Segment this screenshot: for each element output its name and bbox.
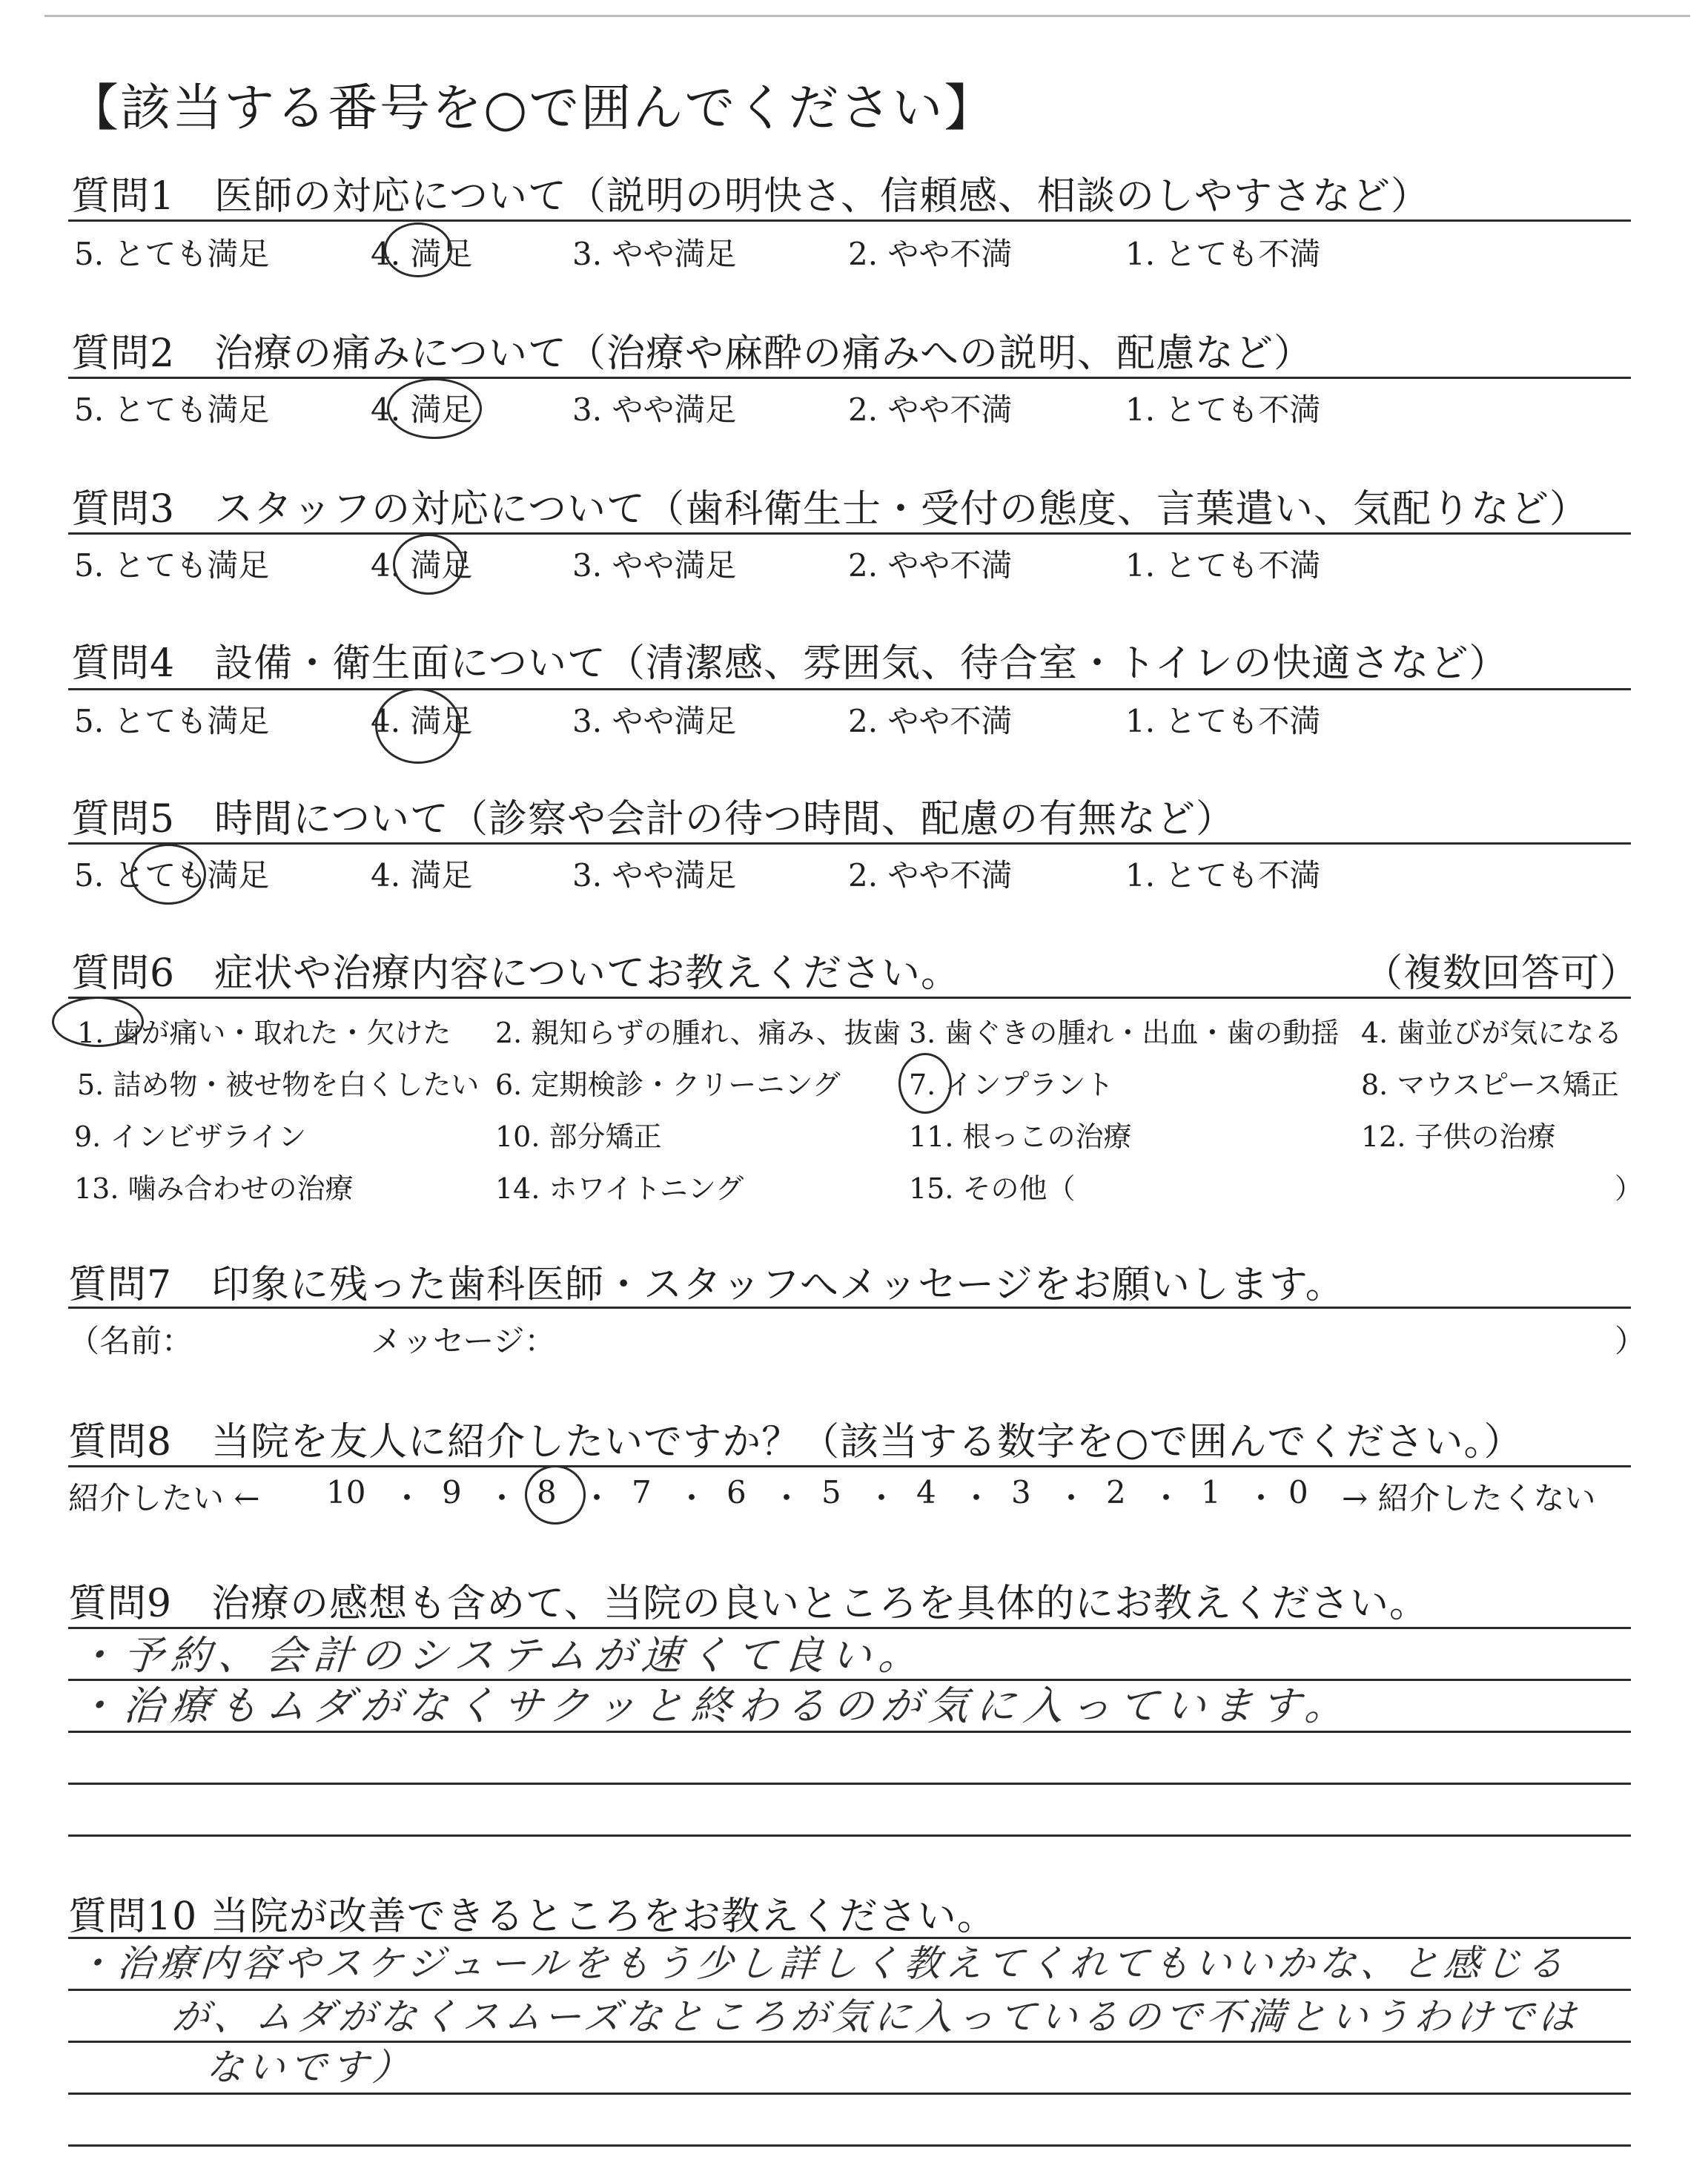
q1-option-1[interactable]: 1. とても不満 — [1125, 236, 1321, 272]
q4-option-5[interactable]: 5. とても満足 — [74, 703, 270, 739]
q5-option-5[interactable]: 5. とても満足 — [74, 857, 270, 894]
question-2-rule — [68, 377, 1631, 379]
q8-scale-8[interactable]: 8 — [537, 1474, 557, 1510]
q2-option-3[interactable]: 3. やや満足 — [572, 392, 737, 428]
q8-scale-4[interactable]: 4 — [916, 1474, 936, 1510]
q8-scale-5[interactable]: 5 — [821, 1474, 841, 1510]
q8-scale-dot: ・ — [391, 1480, 423, 1516]
q8-scale-dot: ・ — [1151, 1480, 1182, 1516]
q8-scale-1[interactable]: 1 — [1201, 1474, 1221, 1510]
q8-scale-9[interactable]: 9 — [442, 1474, 462, 1510]
q7-name-label: （名前： — [68, 1323, 193, 1359]
q6-option-9[interactable]: 9. インビザライン — [74, 1120, 307, 1153]
q6-option-1[interactable]: 1. 歯が痛い・取れた・欠けた — [77, 1017, 451, 1049]
q1-option-5[interactable]: 5. とても満足 — [74, 236, 270, 272]
question-10-label: 質問10 当院が改善できるところをお教えください。 — [68, 1895, 996, 1939]
q6-option-11[interactable]: 11. 根っこの治療 — [909, 1120, 1132, 1153]
q6-option-6[interactable]: 6. 定期検診・クリーニング — [495, 1069, 841, 1101]
q9-line-4 — [68, 1783, 1631, 1785]
scan-edge-line — [44, 15, 1690, 17]
q4-option-4[interactable]: 4. 満足 — [371, 703, 473, 739]
q5-option-2[interactable]: 2. やや不満 — [848, 857, 1013, 894]
q2-option-4[interactable]: 4. 満足 — [371, 392, 473, 428]
q6-option-13[interactable]: 13. 噛み合わせの治療 — [74, 1172, 354, 1205]
question-6-label: 質問6 症状や治療内容についてお教えください。 — [71, 951, 961, 996]
q3-option-3[interactable]: 3. やや満足 — [572, 547, 737, 584]
q8-scale-dot: ・ — [581, 1480, 613, 1516]
q6-option-12[interactable]: 12. 子供の治療 — [1361, 1120, 1556, 1153]
q2-option-5[interactable]: 5. とても満足 — [74, 392, 270, 428]
q3-option-1[interactable]: 1. とても不満 — [1125, 547, 1321, 584]
q6-option-10[interactable]: 10. 部分矯正 — [495, 1120, 662, 1153]
q4-option-1[interactable]: 1. とても不満 — [1125, 703, 1321, 739]
q5-option-3[interactable]: 3. やや満足 — [572, 857, 737, 894]
q6-option-8[interactable]: 8. マウスピース矯正 — [1361, 1069, 1619, 1101]
question-7-rule — [68, 1307, 1631, 1309]
question-8-label: 質問8 当院を友人に紹介したいですか？（該当する数字を○で囲んでください。） — [68, 1420, 1523, 1464]
q8-scale-6[interactable]: 6 — [726, 1474, 747, 1510]
q8-scale-10[interactable]: 10 — [326, 1474, 366, 1510]
q6-option-15-close: ） — [1615, 1172, 1644, 1205]
q8-scale-dot: ・ — [676, 1480, 708, 1516]
q8-scale-3[interactable]: 3 — [1011, 1474, 1031, 1510]
q6-option-3[interactable]: 3. 歯ぐきの腫れ・出血・歯の動揺 — [909, 1017, 1340, 1049]
q5-option-1[interactable]: 1. とても不満 — [1125, 857, 1321, 894]
question-1-label: 質問1 医師の対応について（説明の明快さ、信頼感、相談のしやすさなど） — [71, 174, 1430, 219]
question-9-label: 質問9 治療の感想も含めて、当院の良いところを具体的にお教えください。 — [68, 1582, 1429, 1626]
q3-option-2[interactable]: 2. やや不満 — [848, 547, 1013, 584]
q4-option-2[interactable]: 2. やや不満 — [848, 703, 1013, 739]
q9-handwritten-answer-1: ・予約、会計のシステムが速くて良い。 — [74, 1632, 928, 1679]
q8-left-label: 紹介したい ← — [68, 1480, 260, 1516]
question-5-rule — [68, 842, 1631, 845]
q8-scale-2[interactable]: 2 — [1106, 1474, 1126, 1510]
q8-scale-dot: ・ — [866, 1480, 898, 1516]
q6-option-7[interactable]: 7. インプラント — [909, 1069, 1114, 1101]
q5-option-4[interactable]: 4. 満足 — [371, 857, 473, 894]
q7-close-paren: ） — [1615, 1323, 1646, 1359]
question-8-rule — [68, 1465, 1631, 1467]
q10-handwritten-answer-1: ・治療内容やスケジュールをもう少し詳しく教えてくれてもいいかな、と感じる — [74, 1942, 1570, 1985]
q8-scale-0[interactable]: 0 — [1288, 1474, 1308, 1510]
q10-line-4 — [68, 2093, 1631, 2095]
q1-option-4[interactable]: 4. 満足 — [371, 236, 473, 272]
q8-scale-dot: ・ — [1056, 1480, 1088, 1516]
q4-option-3[interactable]: 3. やや満足 — [572, 703, 737, 739]
q8-scale-dot: ・ — [771, 1480, 803, 1516]
q2-option-1[interactable]: 1. とても不満 — [1125, 392, 1321, 428]
q2-option-2[interactable]: 2. やや不満 — [848, 392, 1013, 428]
q10-handwritten-answer-3: ないです） — [205, 2046, 416, 2089]
question-7-label: 質問7 印象に残った歯科医師・スタッフへメッセージをお願いします。 — [68, 1263, 1345, 1307]
q10-line-5 — [68, 2144, 1631, 2147]
q6-option-2[interactable]: 2. 親知らずの腫れ、痛み、抜歯 — [495, 1017, 901, 1049]
page-title: 【該当する番号を○で囲んでください】 — [68, 79, 996, 138]
q6-option-14[interactable]: 14. ホワイトニング — [495, 1172, 744, 1205]
q6-option-5[interactable]: 5. 詰め物・被せ物を白くしたい — [77, 1069, 480, 1101]
question-2-label: 質問2 治療の痛みについて（治療や麻酔の痛みへの説明、配慮など） — [71, 331, 1314, 376]
q8-scale-7[interactable]: 7 — [632, 1474, 652, 1510]
q3-option-4[interactable]: 4. 満足 — [371, 547, 473, 584]
q10-handwritten-answer-2: が、ムダがなくスムーズなところが気に入っているので不満というわけでは — [171, 1995, 1582, 2038]
q8-scale-dot: ・ — [486, 1480, 518, 1516]
question-3-rule — [68, 532, 1631, 535]
question-4-label: 質問4 設備・衛生面について（清潔感、雰囲気、待合室・トイレの快適さなど） — [71, 641, 1509, 686]
q9-line-5 — [68, 1834, 1631, 1837]
q8-scale-dot: ・ — [961, 1480, 993, 1516]
question-1-rule — [68, 219, 1631, 222]
question-3-label: 質問3 スタッフの対応について（歯科衛生士・受付の態度、言葉遣い、気配りなど） — [71, 487, 1589, 532]
question-6-note: （複数回答可） — [1364, 951, 1640, 996]
question-4-rule — [68, 688, 1631, 690]
q7-message-label: メッセージ： — [371, 1323, 556, 1359]
q6-option-4[interactable]: 4. 歯並びが気になる — [1361, 1017, 1623, 1049]
q3-option-5[interactable]: 5. とても満足 — [74, 547, 270, 584]
q8-scale-dot: ・ — [1245, 1480, 1277, 1516]
q9-handwritten-answer-2: ・治療もムダがなくサクッと終わるのが気に入っています。 — [74, 1682, 1354, 1729]
question-5-label: 質問5 時間について（診察や会計の待つ時間、配慮の有無など） — [71, 797, 1236, 842]
question-6-rule — [68, 997, 1631, 999]
q8-right-label: → 紹介したくない — [1342, 1480, 1596, 1516]
q6-option-15[interactable]: 15. その他（ — [909, 1172, 1076, 1205]
q1-option-3[interactable]: 3. やや満足 — [572, 236, 737, 272]
q1-option-2[interactable]: 2. やや不満 — [848, 236, 1013, 272]
